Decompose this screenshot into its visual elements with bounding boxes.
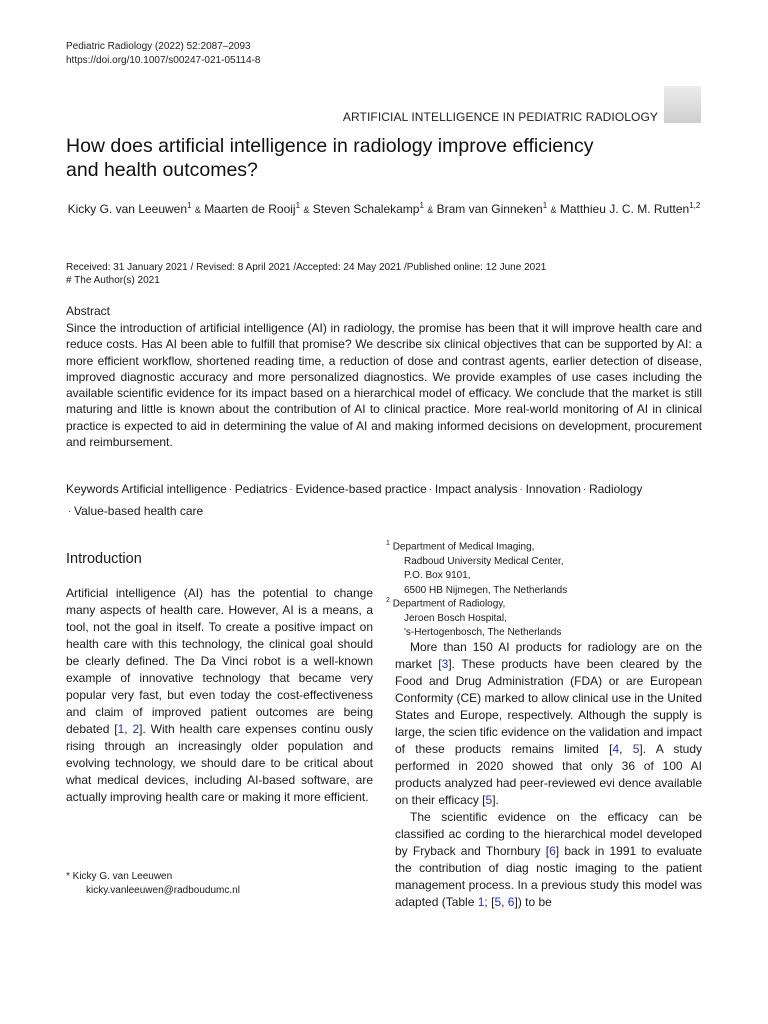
- article-title: How does artificial intelligence in radiology improve efficiency and health outcomes?: [66, 135, 594, 181]
- journal-citation: Pediatric Radiology (2022) 52:2087–2093: [66, 41, 251, 52]
- copyright-line: # The Author(s) 2021: [66, 275, 160, 286]
- affiliation-number: 2: [386, 597, 390, 604]
- history-dates: Received: 31 January 2021 / Revised: 8 April 2021 /Accepted: 24 May 2021 /Published online: 12 June 2021: [66, 262, 547, 273]
- doi-link[interactable]: https://doi.org/10.1007/s00247-021-05114-8: [66, 55, 261, 66]
- introduction-heading: Introduction: [66, 551, 142, 567]
- section-label: ARTIFICIAL INTELLIGENCE IN PEDIATRIC RADIOLOGY: [342, 110, 658, 124]
- right-column-body: [395, 639, 702, 911]
- author-separator: &: [194, 205, 201, 215]
- keyword-separator: ·: [289, 484, 293, 494]
- paragraph-text: ].: [492, 793, 499, 807]
- corresponding-author: [66, 870, 240, 897]
- reference-link[interactable]: 1: [117, 722, 125, 736]
- author-list: [66, 201, 702, 219]
- keyword: Impact analysis: [434, 482, 518, 496]
- reference-link[interactable]: 5: [485, 793, 493, 807]
- author-affiliation-mark: 1: [187, 201, 192, 210]
- paragraph: [395, 809, 702, 911]
- paragraph-text: The scientific evidence on the efficacy can be classified ac cording to the hierarchical model developed by Fryback and Thornbury [: [395, 810, 702, 858]
- author-name[interactable]: Matthieu J. C. M. Rutten: [559, 202, 690, 216]
- affiliation-line: Department of Radiology,: [392, 598, 506, 610]
- affiliation-line: 's-Hertogenbosch, The Netherlands: [404, 627, 562, 639]
- affiliation-number: 1: [386, 540, 390, 547]
- reference-link[interactable]: 5: [494, 895, 502, 909]
- paragraph-text: ]. These products have been cleared by the Food and Drug Administration (FDA) or are European Conformity (CE) marked to allow clinical use in the United States and Europe, respectively. Although the supply is large, the scien tific evidence on the validation and impact of these products remains limited [: [395, 657, 702, 756]
- keyword: Evidence-based practice: [295, 482, 427, 496]
- keyword: Value-based health care: [74, 504, 204, 518]
- abstract-heading: Abstract: [66, 304, 111, 318]
- author-name[interactable]: Bram van Ginneken: [436, 202, 543, 216]
- reference-link[interactable]: 5: [632, 742, 640, 756]
- paragraph-text: ]. With health care expenses continu ously rising through an increasingly older population and evolving technology, we should dare to be critical about what medical devices, including AI-based software, are actually improving health care or making it more efficient.: [66, 722, 373, 804]
- keyword-separator: ·: [582, 484, 586, 494]
- corresponding-name: * Kicky G. van Leeuwen: [66, 871, 173, 882]
- keyword-separator: ·: [428, 484, 432, 494]
- keyword: Artificial intelligence: [121, 482, 227, 496]
- keywords: [66, 478, 702, 522]
- affiliation-line: Radboud University Medical Center,: [404, 555, 564, 567]
- reference-link[interactable]: 3: [441, 657, 449, 671]
- introduction-body: [66, 585, 373, 806]
- journal-header: [66, 40, 260, 68]
- author-separator: &: [550, 205, 557, 215]
- keyword-separator: ·: [68, 506, 71, 516]
- ref-separator: ,: [501, 895, 508, 909]
- paragraph: [395, 639, 702, 809]
- abstract-text: Since the introduction of artificial intelligence (AI) in radiology, the promise has been that it will improve health care and reduce costs. Has AI been able to fulfill that promise? We describe six clinical objectives that can be supported by AI: a more efficient workflow, shortened reading time, a reduction of dose and contrast agents, earlier detection of disease, improved diagnostic accuracy and more personalized diagnostics. We provide examples of use cases including the available scientific evidence for its impact based on a hierarchical model of efficacy. We conclude that the market is still maturing and little is known about the contribution of AI to clinical practice. More real-world monitoring of AI in clinical practice is expected to aid in determining the value of AI and making informed decisions on development, procurement and reimbursement.: [66, 321, 702, 450]
- author-name[interactable]: Kicky G. van Leeuwen: [67, 202, 188, 216]
- reference-link[interactable]: 2: [132, 722, 140, 736]
- ref-separator: ,: [619, 742, 633, 756]
- paragraph-text: ]. A study performed in 2020 showed that only 36 of 100 AI products analyzed had peer-reviewed evi dence available on their efficacy [: [395, 742, 702, 807]
- keyword-separator: ·: [519, 484, 523, 494]
- paragraph-text: ] back in 1991 to evaluate the contribution of diag nostic imaging to the patient management process. In a previous study this model was adapted (Table: [395, 844, 703, 909]
- reference-link[interactable]: 6: [507, 895, 515, 909]
- author-name[interactable]: Steven Schalekamp: [312, 202, 420, 216]
- reference-link[interactable]: 6: [549, 844, 556, 858]
- author-affiliation-mark: 1: [419, 201, 424, 210]
- author-affiliation-mark: 1: [295, 201, 301, 210]
- affiliation-line: Jeroen Bosch Hospital,: [404, 612, 507, 624]
- paragraph-text: More than 150 AI products for radiology are on the market [: [395, 640, 702, 671]
- keywords-label: Keywords: [66, 482, 119, 496]
- publication-dates: [66, 261, 546, 287]
- corresponding-email[interactable]: kicky.vanleeuwen@radboudumc.nl: [86, 884, 240, 896]
- author-affiliation-mark: 1: [542, 201, 548, 210]
- reference-link[interactable]: 4: [612, 742, 620, 756]
- table-link[interactable]: 1: [477, 895, 485, 909]
- author-separator: &: [303, 205, 310, 215]
- affiliation-2: [386, 594, 561, 641]
- affiliation-line: Department of Medical Imaging,: [392, 541, 535, 553]
- keyword: Radiology: [588, 482, 643, 496]
- affiliation-1: [386, 537, 567, 598]
- section-marker: [664, 86, 701, 123]
- affiliation-line: 6500 HB Nijmegen, The Netherlands: [404, 584, 568, 596]
- paragraph: [66, 585, 373, 806]
- paragraph-text: ; [: [484, 895, 495, 909]
- keyword: Innovation: [525, 482, 581, 496]
- keyword: Pediatrics: [234, 482, 288, 496]
- paragraph-text: Artificial intelligence (AI) has the potential to change many aspects of health care. However, AI is a means, a tool, not the goal in itself. To create a positive impact on health care with this technology, the clinical goal should be clearly defined. The Da Vinci robot is a well-known example of innovative technology that became very popular very fast, but even today the cost-effectiveness and claim of improved patient outcomes are being debated [: [66, 586, 373, 736]
- ref-separator: ,: [124, 722, 133, 736]
- affiliation-line: P.O. Box 9101,: [404, 570, 471, 582]
- author-name[interactable]: Maarten de Rooij: [204, 202, 296, 216]
- author-separator: &: [427, 205, 434, 215]
- paragraph-text: ]) to be: [514, 895, 552, 909]
- keyword-separator: ·: [228, 484, 232, 494]
- author-affiliation-mark: 1,2: [689, 201, 701, 210]
